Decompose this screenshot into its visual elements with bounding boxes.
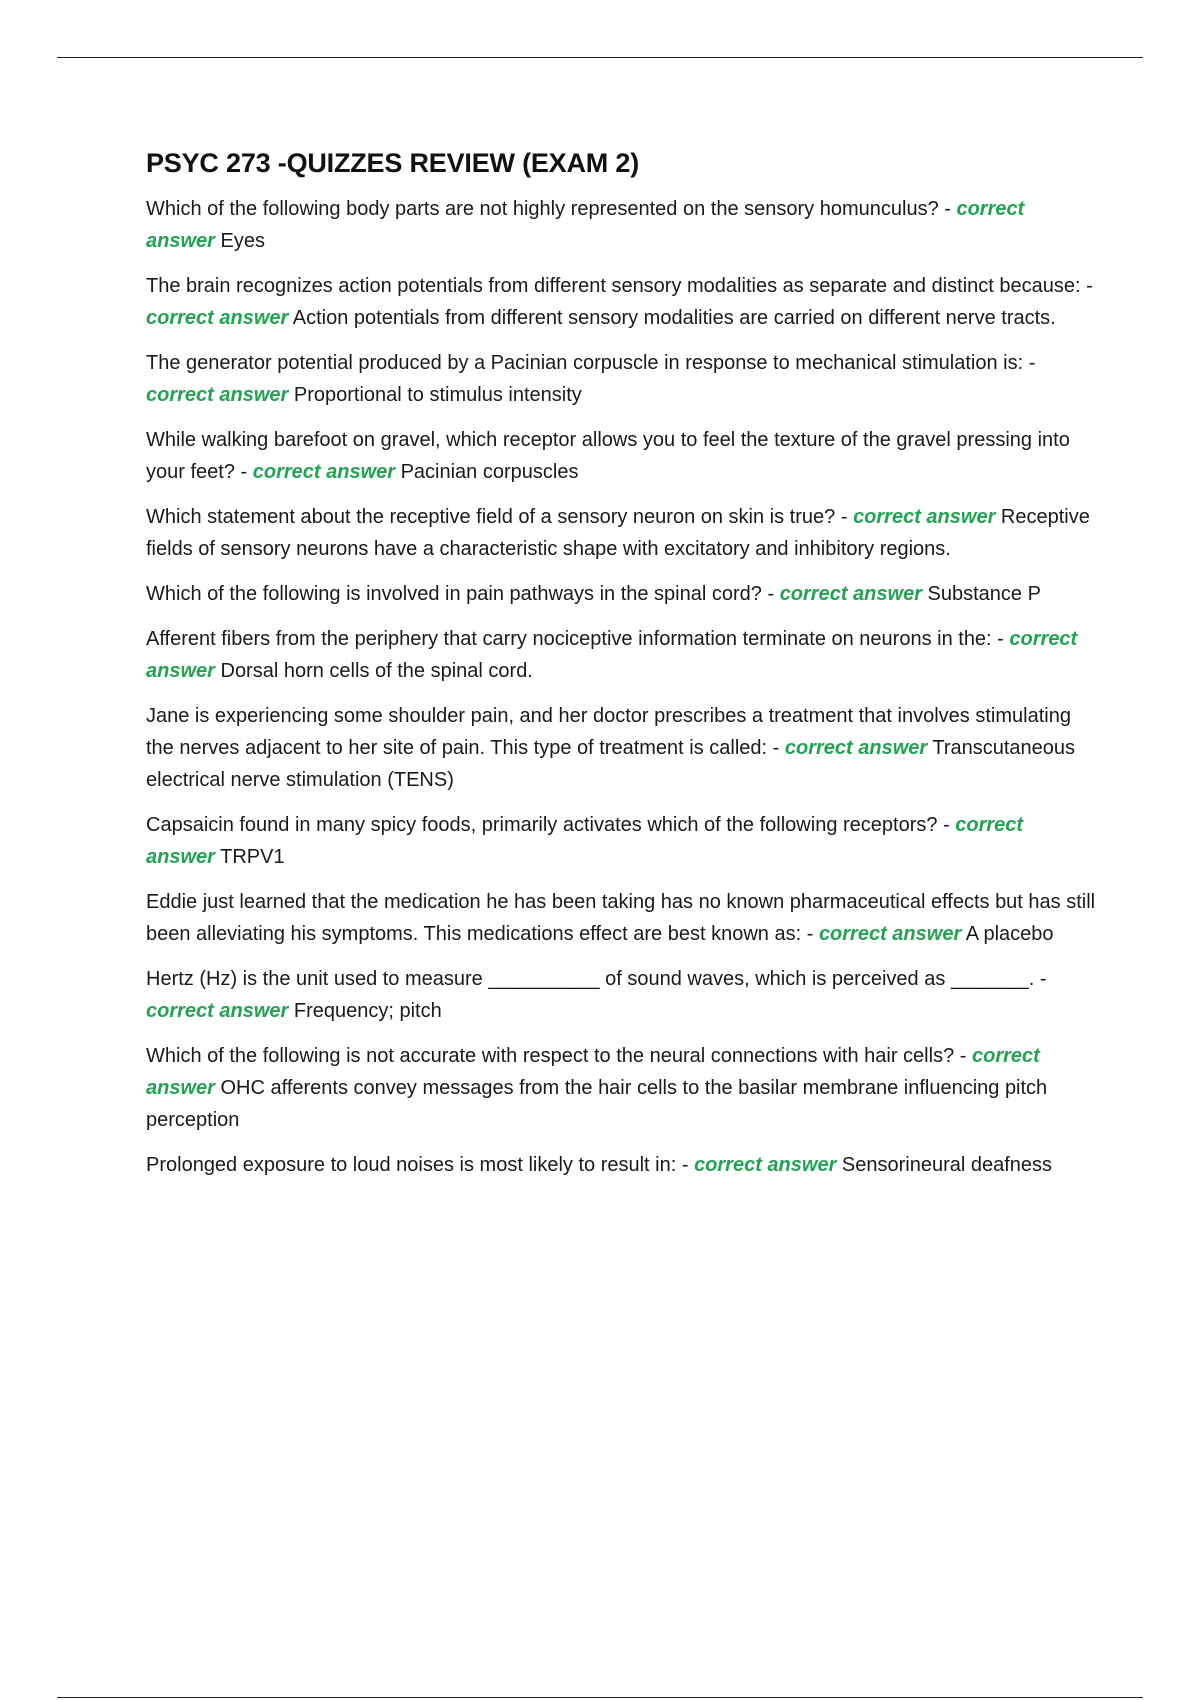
question-text: Which of the following body parts are not highly represented on the sensory homunculus? (146, 198, 939, 220)
top-rule (57, 57, 1143, 58)
answer-separator: - (835, 506, 854, 528)
answer-text: Action potentials from different sensory modalities are carried on different nerve tracts. (288, 307, 1056, 329)
answer-separator: - (937, 814, 956, 836)
question-text: Afferent fibers from the periphery that carry nociceptive information terminate on neurons in the: (146, 628, 992, 650)
correct-answer-label: correct answer (784, 737, 928, 759)
answer-separator: - (991, 628, 1010, 650)
answer-separator: - (1023, 352, 1036, 374)
qa-item (146, 1149, 1096, 1181)
question-text: Eddie just learned that the medication he has been taking has no known pharmaceutical effects but has still been alleviating his symptoms. This medications effect are best known as: (146, 891, 1096, 945)
correct-answer-label: correct answer (146, 1045, 1040, 1099)
correct-answer-label: correct answer (252, 461, 396, 483)
answer-text: A placebo (961, 923, 1054, 945)
answer-separator: - (954, 1045, 972, 1067)
correct-answer-label: correct answer (146, 1000, 289, 1022)
qa-item (146, 886, 1096, 950)
qa-item (146, 347, 1096, 411)
answer-text: Frequency; pitch (288, 1000, 442, 1022)
qa-item (146, 501, 1096, 565)
bottom-rule (57, 1697, 1143, 1698)
answer-text: OHC afferents convey messages from the hair cells to the basilar membrane influencing pitch perception (146, 1077, 1048, 1131)
answer-text: Sensorineural deafness (836, 1154, 1053, 1176)
document-title: PSYC 273 -QUIZZES REVIEW (EXAM 2) (146, 148, 639, 178)
correct-answer-label: correct answer (146, 814, 1024, 868)
question-text: Prolonged exposure to loud noises is most likely to result in: (146, 1154, 677, 1176)
qa-item (146, 623, 1096, 687)
answer-separator: - (1034, 968, 1047, 990)
answer-separator: - (1080, 275, 1093, 297)
correct-answer-label: correct answer (779, 583, 922, 605)
correct-answer-label: correct answer (146, 628, 1078, 682)
answer-text: Dorsal horn cells of the spinal cord. (214, 660, 533, 682)
question-text: Which of the following is not accurate with respect to the neural connections with hair cells? (146, 1045, 955, 1067)
answer-text: Substance P (921, 583, 1041, 605)
qa-item (146, 963, 1096, 1027)
correct-answer-label: correct answer (146, 198, 1025, 252)
answer-separator: - (676, 1154, 695, 1176)
question-text: Which of the following is involved in pain pathways in the spinal cord? (146, 583, 762, 605)
answer-text: Proportional to stimulus intensity (288, 384, 582, 406)
qa-item (146, 809, 1096, 873)
correct-answer-label: correct answer (818, 923, 962, 945)
answer-separator: - (761, 583, 780, 605)
question-text: Hertz (Hz) is the unit used to measure __________ of sound waves, which is perceived as _______. (146, 968, 1035, 990)
answer-separator: - (938, 198, 957, 220)
qa-item (146, 424, 1096, 488)
question-text: The brain recognizes action potentials from different sensory modalities as separate and distinct because: (146, 275, 1081, 297)
question-text: Capsaicin found in many spicy foods, primarily activates which of the following receptors? (146, 814, 938, 836)
question-text: Jane is experiencing some shoulder pain, and her doctor prescribes a treatment that involves stimulating the nerves adjacent to her site of pain. This type of treatment is called: (146, 705, 1071, 759)
qa-item (146, 193, 1096, 257)
correct-answer-label: correct answer (146, 384, 289, 406)
question-text: While walking barefoot on gravel, which receptor allows you to feel the texture of the gravel pressing into your feet? (146, 429, 1070, 483)
qa-item (146, 270, 1096, 334)
answer-text: TRPV1 (214, 846, 285, 868)
question-text: The generator potential produced by a Pacinian corpuscle in response to mechanical stimulation is: (146, 352, 1024, 374)
answer-text: Eyes (214, 230, 265, 252)
document-body (146, 148, 1096, 1194)
answer-separator: - (767, 737, 785, 759)
question-text: Which statement about the receptive field of a sensory neuron on skin is true? (146, 506, 836, 528)
answer-text: Receptive fields of sensory neurons have a characteristic shape with excitatory and inhibitory regions. (146, 506, 1090, 560)
answer-text: Transcutaneous electrical nerve stimulation (TENS) (146, 737, 1076, 791)
answer-separator: - (801, 923, 819, 945)
correct-answer-label: correct answer (146, 307, 289, 329)
qa-list (146, 193, 1096, 1181)
correct-answer-label: correct answer (694, 1154, 837, 1176)
qa-item (146, 578, 1096, 610)
qa-item (146, 1040, 1096, 1136)
qa-item (146, 700, 1096, 796)
answer-text: Pacinian corpuscles (395, 461, 579, 483)
correct-answer-label: correct answer (853, 506, 996, 528)
answer-separator: - (234, 461, 253, 483)
